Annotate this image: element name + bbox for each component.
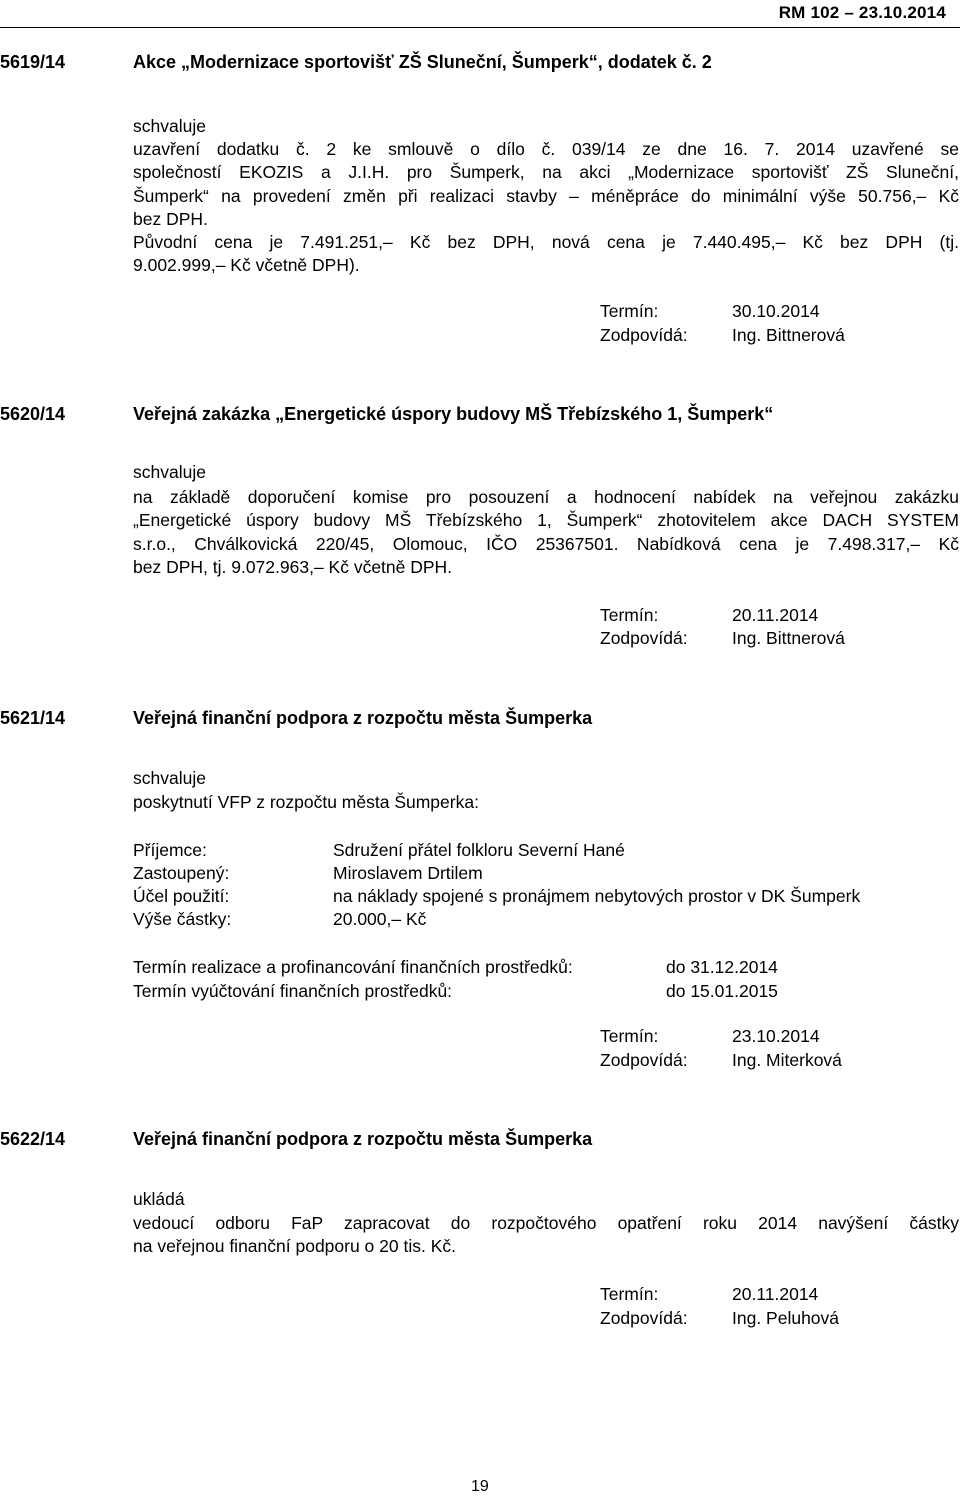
text-line: vedoucí odboru FaP zapracovat do rozpočtového opatření roku 2014 navýšení částky [133, 1213, 959, 1233]
responsible-value: Ing. Miterková [732, 1050, 842, 1070]
page-header-title: RM 102 – 23.10.2014 [778, 3, 946, 22]
responsible-value: Ing. Bittnerová [732, 325, 845, 345]
text-line: bez DPH, tj. 9.072.963,– Kč včetně DPH. [133, 556, 453, 577]
text-line: Šumperk“ na provedení změn při realizaci stavby – méněpráce do minimální výše 50.756,– Kč [133, 185, 959, 206]
resolution-intro: poskytnutí VFP z rozpočtu města Šumperka: [133, 792, 479, 812]
text-line: „Energetické úspory budovy MŠ Třebízského 1, Šumperk“ zhotovitelem akce DACH SYSTEM [133, 510, 959, 531]
responsible-label: Zodpovídá: [600, 1308, 688, 1328]
representative-value: Miroslavem Drtilem [333, 863, 483, 883]
resolution-verb: schvaluje [133, 768, 206, 788]
purpose-label: Účel použití: [133, 886, 230, 906]
recipient-label: Příjemce: [133, 840, 207, 860]
resolution-verb: ukládá [133, 1189, 185, 1209]
amount-label: Výše částky: [133, 909, 232, 929]
resolution-title: Veřejná zakázka „Energetické úspory budovy MŠ Třebízského 1, Šumperk“ [133, 404, 774, 424]
deadline-value: do 15.01.2015 [666, 981, 778, 1001]
text-line: uzavření dodatku č. 2 ke smlouvě o dílo č. 039/14 ze dne 16. 7. 2014 uzavřené se [133, 139, 959, 159]
responsible-label: Zodpovídá: [600, 325, 688, 345]
text-line: s.r.o., Chválkovická 220/45, Olomouc, IČO 25367501. Nabídková cena je 7.498.317,– Kč [133, 533, 959, 554]
amount-value: 20.000,– Kč [333, 909, 427, 929]
term-value: 30.10.2014 [732, 301, 820, 321]
text-line: společností EKOZIS a J.I.H. pro Šumperk, na akci „Modernizace sportovišť ZŠ Sluneční, [133, 162, 959, 183]
header-divider [0, 27, 960, 28]
term-label: Termín: [600, 1026, 659, 1046]
resolution-title: Akce „Modernizace sportovišť ZŠ Sluneční, Šumperk“, dodatek č. 2 [133, 52, 712, 72]
text-line: na veřejnou finanční podporu o 20 tis. Kč. [133, 1236, 456, 1257]
text-line: bez DPH. [133, 208, 208, 229]
resolution-title: Veřejná finanční podpora z rozpočtu města Šumperka [133, 708, 593, 728]
resolution-number: 5619/14 [0, 52, 66, 72]
resolution-number: 5620/14 [0, 404, 66, 424]
recipient-value: Sdružení přátel folkloru Severní Hané [333, 840, 625, 860]
deadline-label: Termín realizace a profinancování finančních prostředků: [133, 957, 573, 977]
deadline-value: do 31.12.2014 [666, 957, 778, 977]
term-value: 23.10.2014 [732, 1026, 820, 1046]
purpose-value: na náklady spojené s pronájmem nebytových prostor v DK Šumperk [333, 886, 861, 906]
resolution-title: Veřejná finanční podpora z rozpočtu města Šumperka [133, 1129, 593, 1149]
responsible-value: Ing. Peluhová [732, 1308, 840, 1328]
resolution-text [133, 138, 959, 278]
resolution-text [133, 486, 959, 579]
term-value: 20.11.2014 [732, 605, 819, 625]
deadline-label: Termín vyúčtování finančních prostředků: [133, 981, 453, 1001]
resolution-text [133, 1212, 959, 1259]
responsible-value: Ing. Bittnerová [732, 628, 845, 648]
resolution-number: 5621/14 [0, 708, 66, 728]
representative-label: Zastoupený: [133, 863, 230, 883]
term-value: 20.11.2014 [732, 1284, 819, 1304]
resolution-verb: schvaluje [133, 462, 206, 482]
term-label: Termín: [600, 301, 659, 321]
term-label: Termín: [600, 605, 659, 625]
responsible-label: Zodpovídá: [600, 1050, 688, 1070]
text-line: na základě doporučení komise pro posouzení a hodnocení nabídek na veřejnou zakázku [133, 487, 959, 507]
resolution-number: 5622/14 [0, 1129, 66, 1149]
page-number: 19 [471, 1478, 489, 1495]
term-label: Termín: [600, 1284, 659, 1304]
resolution-verb: schvaluje [133, 116, 206, 136]
responsible-label: Zodpovídá: [600, 628, 688, 648]
text-line: 9.002.999,– Kč včetně DPH). [133, 255, 360, 276]
text-line: Původní cena je 7.491.251,– Kč bez DPH, nová cena je 7.440.495,– Kč bez DPH (tj. [133, 232, 959, 253]
